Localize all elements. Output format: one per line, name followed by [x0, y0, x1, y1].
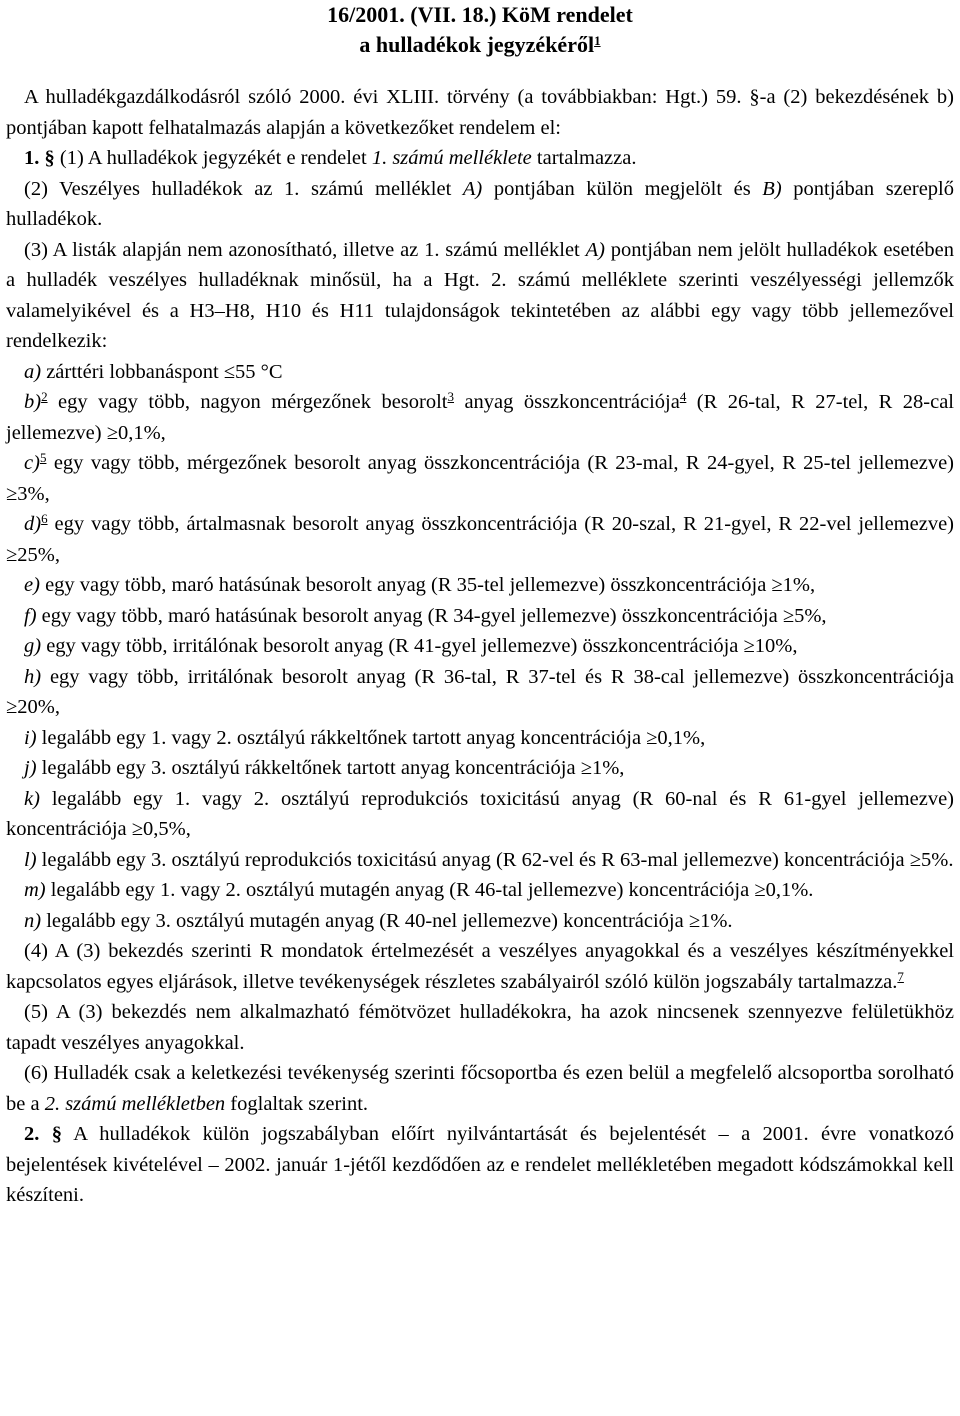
- list-item: h) egy vagy több, irritálónak besorolt anyag (R 36-tal, R 37-tel és R 38-cal jellemezve) összkoncentrációja ≥20%,: [6, 665, 954, 718]
- footnote-ref[interactable]: 2: [41, 389, 48, 404]
- list-item: f) egy vagy több, maró hatásúnak besorolt anyag (R 34-gyel jellemezve) összkoncentrációja ≥5%,: [24, 604, 827, 627]
- subtitle-text: a hulladékok jegyzékéről: [359, 32, 595, 57]
- section-1-para-3: (3) A listák alapján nem azonosítható, illetve az 1. számú melléklet A) pontjában nem jelölt hulladékok esetében a hulladék veszélyes hulladéknak minősül, ha a Hgt. 2. számú melléklete szerinti veszélyességi jellemzők valamelyikével és a H3–H8, H10 és H11 tulajdonságok tekintetében az alábbi egy vagy több jellemezővel rendelkezik:: [6, 238, 954, 352]
- footnote-ref[interactable]: 3: [447, 389, 454, 404]
- section-1-para-5: (5) A (3) bekezdés nem alkalmazható fémötvözet hulladékokra, ha azok nincsenek szennyezve felületükhöz tapadt veszélyes anyagokkal.: [6, 1001, 954, 1054]
- list-item: c)$^5$ egy vagy több, mérgezőnek besorolt anyag összkoncentrációja (R 23-mal, R 24-gyel, R 25-tel jellemezve) ≥3%,: [6, 450, 954, 505]
- preamble: A hulladékgazdálkodásról szóló 2000. évi XLIII. törvény (a továbbiakban: Hgt.) 59. §-a (2) bekezdésének b) pontjában kapott felhatalmazás alapján a következőket rendelem el:: [6, 86, 954, 139]
- section-1-para-2: (2) Veszélyes hulladékok az 1. számú melléklet A) pontjában külön megjelölt és B) pontjában szereplő hulladékok.: [6, 177, 954, 230]
- list-item: j) legalább egy 3. osztályú rákkeltőnek tartott anyag koncentrációja ≥1%,: [24, 757, 625, 779]
- page-title: 16/2001. (VII. 18.) KöM rendelet: [327, 2, 633, 27]
- list-item: l) legalább egy 3. osztályú reprodukciós toxicitású anyag (R 62-vel és R 63-mal jellemezve) koncentrációja ≥5%.: [24, 848, 954, 871]
- list-item: e) egy vagy több, maró hatásúnak besorolt anyag (R 35-tel jellemezve) összkoncentrációja ≥1%,: [24, 574, 816, 596]
- footnote-ref[interactable]: 4: [679, 389, 687, 404]
- section-2-para: 2. § A hulladékok külön jogszabályban előírt nyilvántartását és bejelentését – a 2001. évre vonatkozó bejelentések kivételével – 2002. január 1-jétől kezdődően az e rendelet mellékletében megadott kódszámokkal kell készíteni.: [6, 1123, 955, 1206]
- list-item: a) zárttéri lobbanáspont ≤55 °C: [24, 360, 283, 383]
- list-item: d)$^6$ egy vagy több, ártalmasnak besorolt anyag összkoncentrációja (R 20-szal, R 21-gyel, R 22-vel jellemezve) ≥25%,: [6, 511, 954, 566]
- section-1-para-1: 1. § (1) A hulladékok jegyzékét e rendelet 1. számú melléklete tartalmazza.: [24, 147, 637, 169]
- page-subtitle: [6, 30, 954, 60]
- list-item: g) egy vagy több, irritálónak besorolt anyag (R 41-gyel jellemezve) összkoncentrációja ≥10%,: [24, 635, 798, 657]
- footnote-ref[interactable]: 5: [39, 450, 47, 465]
- list-item: i) legalább egy 1. vagy 2. osztályú rákkeltőnek tartott anyag koncentrációja ≥0,1%,: [24, 726, 706, 749]
- list-item: n) legalább egy 3. osztályú mutagén anyag (R 40-nel jellemezve) koncentrációja ≥1%.: [24, 909, 733, 932]
- section-number: 2. §: [24, 1123, 62, 1145]
- section-number: 1. §: [24, 147, 55, 169]
- list-item: m) legalább egy 1. vagy 2. osztályú mutagén anyag (R 46-tal jellemezve) koncentrációja ≥0,1%.: [24, 879, 814, 901]
- footnote-ref[interactable]: 6: [41, 511, 48, 526]
- section-1-para-6: (6) Hulladék csak a keletkezési tevékenység szerinti főcsoportba és ezen belül a megfelelő alcsoportba sorolható be a 2. számú mellékletben foglaltak szerint.: [6, 1062, 954, 1115]
- list-item: b)$^2$ egy vagy több, nagyon mérgezőnek besorolt$^3$ anyag összkoncentrációja$^4$ (R 26-tal, R 27-tel, R 28-cal jellemezve) ≥0,1%,: [6, 389, 954, 444]
- footnote-ref[interactable]: 7: [897, 968, 904, 984]
- list-item: k) legalább egy 1. vagy 2. osztályú reprodukciós toxicitású anyag (R 60-nal és R 61-gyel jellemezve) koncentrációja ≥0,5%,: [6, 787, 954, 840]
- footnote-ref[interactable]: 1: [594, 33, 601, 48]
- section-1-para-4: (4) A (3) bekezdés szerinti R mondatok értelmezését a veszélyes anyagokkal és a veszélyes készítményekkel kapcsolatos egyes eljárások, illetve tevékenységek részletes szabályairól szóló külön jogszabály tartalmazza.$^7$: [6, 940, 954, 993]
